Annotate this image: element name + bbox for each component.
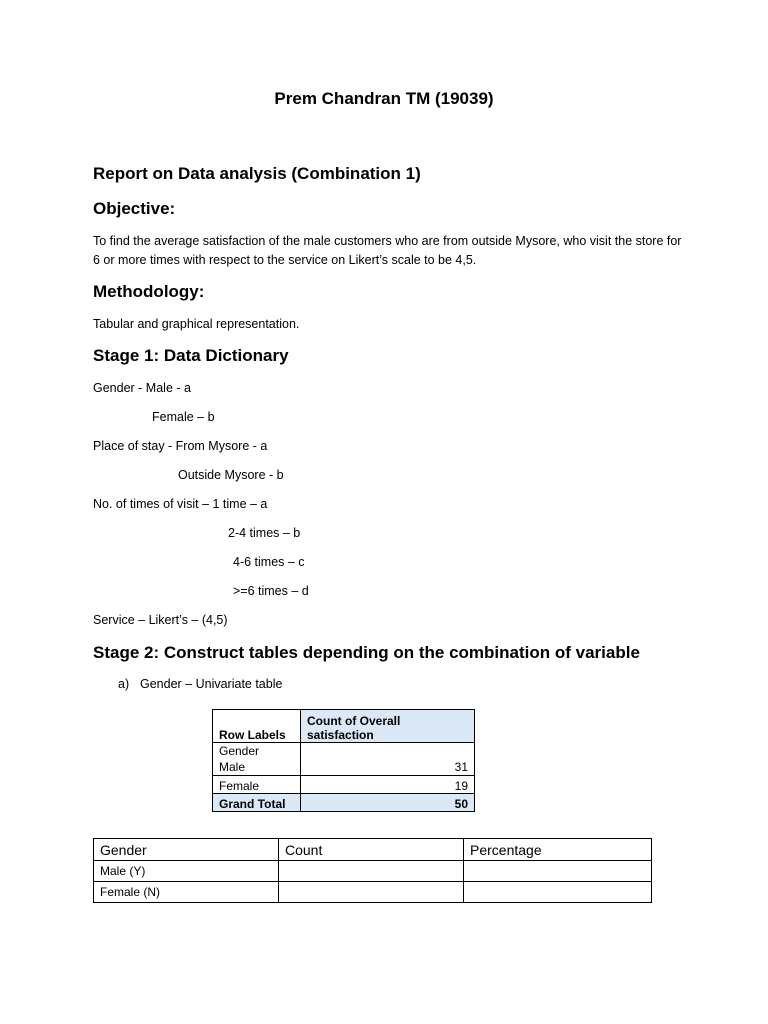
methodology-text: Tabular and graphical representation. xyxy=(93,317,300,331)
value-cell: 31 xyxy=(301,743,475,776)
methodology-heading: Methodology: xyxy=(93,282,205,301)
header-cell: Count xyxy=(279,839,464,861)
table-cell: Male (Y) xyxy=(94,861,279,882)
table-header-row xyxy=(94,839,652,861)
table-cell: Female (N) xyxy=(94,882,279,903)
pivot-table xyxy=(212,709,475,812)
dict-line: No. of times of visit – 1 time – a xyxy=(93,497,268,511)
grand-total-row xyxy=(213,794,475,812)
dict-line: Outside Mysore - b xyxy=(178,468,284,482)
objective-heading: Objective: xyxy=(93,199,176,218)
header-cell: Gender xyxy=(94,839,279,861)
table-cell xyxy=(464,861,652,882)
header-cell: Row Labels xyxy=(213,710,301,743)
report-title: Report on Data analysis (Combination 1) xyxy=(93,164,421,183)
table-row xyxy=(94,882,652,903)
stage2-heading: Stage 2: Construct tables depending on the combination of variable xyxy=(93,643,640,662)
table-row xyxy=(213,743,475,776)
table-cell xyxy=(464,882,652,903)
row-label-cell xyxy=(213,743,301,776)
objective-text: To find the average satisfaction of the male customers who are from outside Mysore, who visit the store for 6 or more times with respect to the service on Likert’s scale to be 4,5. xyxy=(93,234,682,267)
dict-line: Female – b xyxy=(152,410,215,424)
dict-line: 4-6 times – c xyxy=(233,555,305,569)
table-cell xyxy=(279,861,464,882)
list-item-text: Gender – Univariate table xyxy=(140,677,283,691)
dict-line: Place of stay - From Mysore - a xyxy=(93,439,268,453)
stage1-heading: Stage 1: Data Dictionary xyxy=(93,346,289,365)
header-cell: Count of Overall satisfaction xyxy=(301,710,475,743)
dict-line: >=6 times – d xyxy=(233,584,309,598)
group-label: Gender xyxy=(219,744,260,758)
table-cell xyxy=(279,882,464,903)
dict-line: Gender - Male - a xyxy=(93,381,191,395)
total-value: 50 xyxy=(301,794,475,812)
dict-line: 2-4 times – b xyxy=(228,526,301,540)
list-marker: a) xyxy=(118,677,130,691)
table-row xyxy=(94,861,652,882)
value-cell: 19 xyxy=(301,776,475,794)
row-label: Female xyxy=(213,776,301,794)
table-row xyxy=(213,776,475,794)
dict-line: Service – Likert’s – (4,5) xyxy=(93,613,228,627)
author-line: Prem Chandran TM (19039) xyxy=(274,89,494,108)
total-label: Grand Total xyxy=(213,794,301,812)
table-header-row xyxy=(213,710,475,743)
header-cell: Percentage xyxy=(464,839,652,861)
gender-count-table xyxy=(93,838,652,903)
row-label: Male xyxy=(219,760,246,774)
